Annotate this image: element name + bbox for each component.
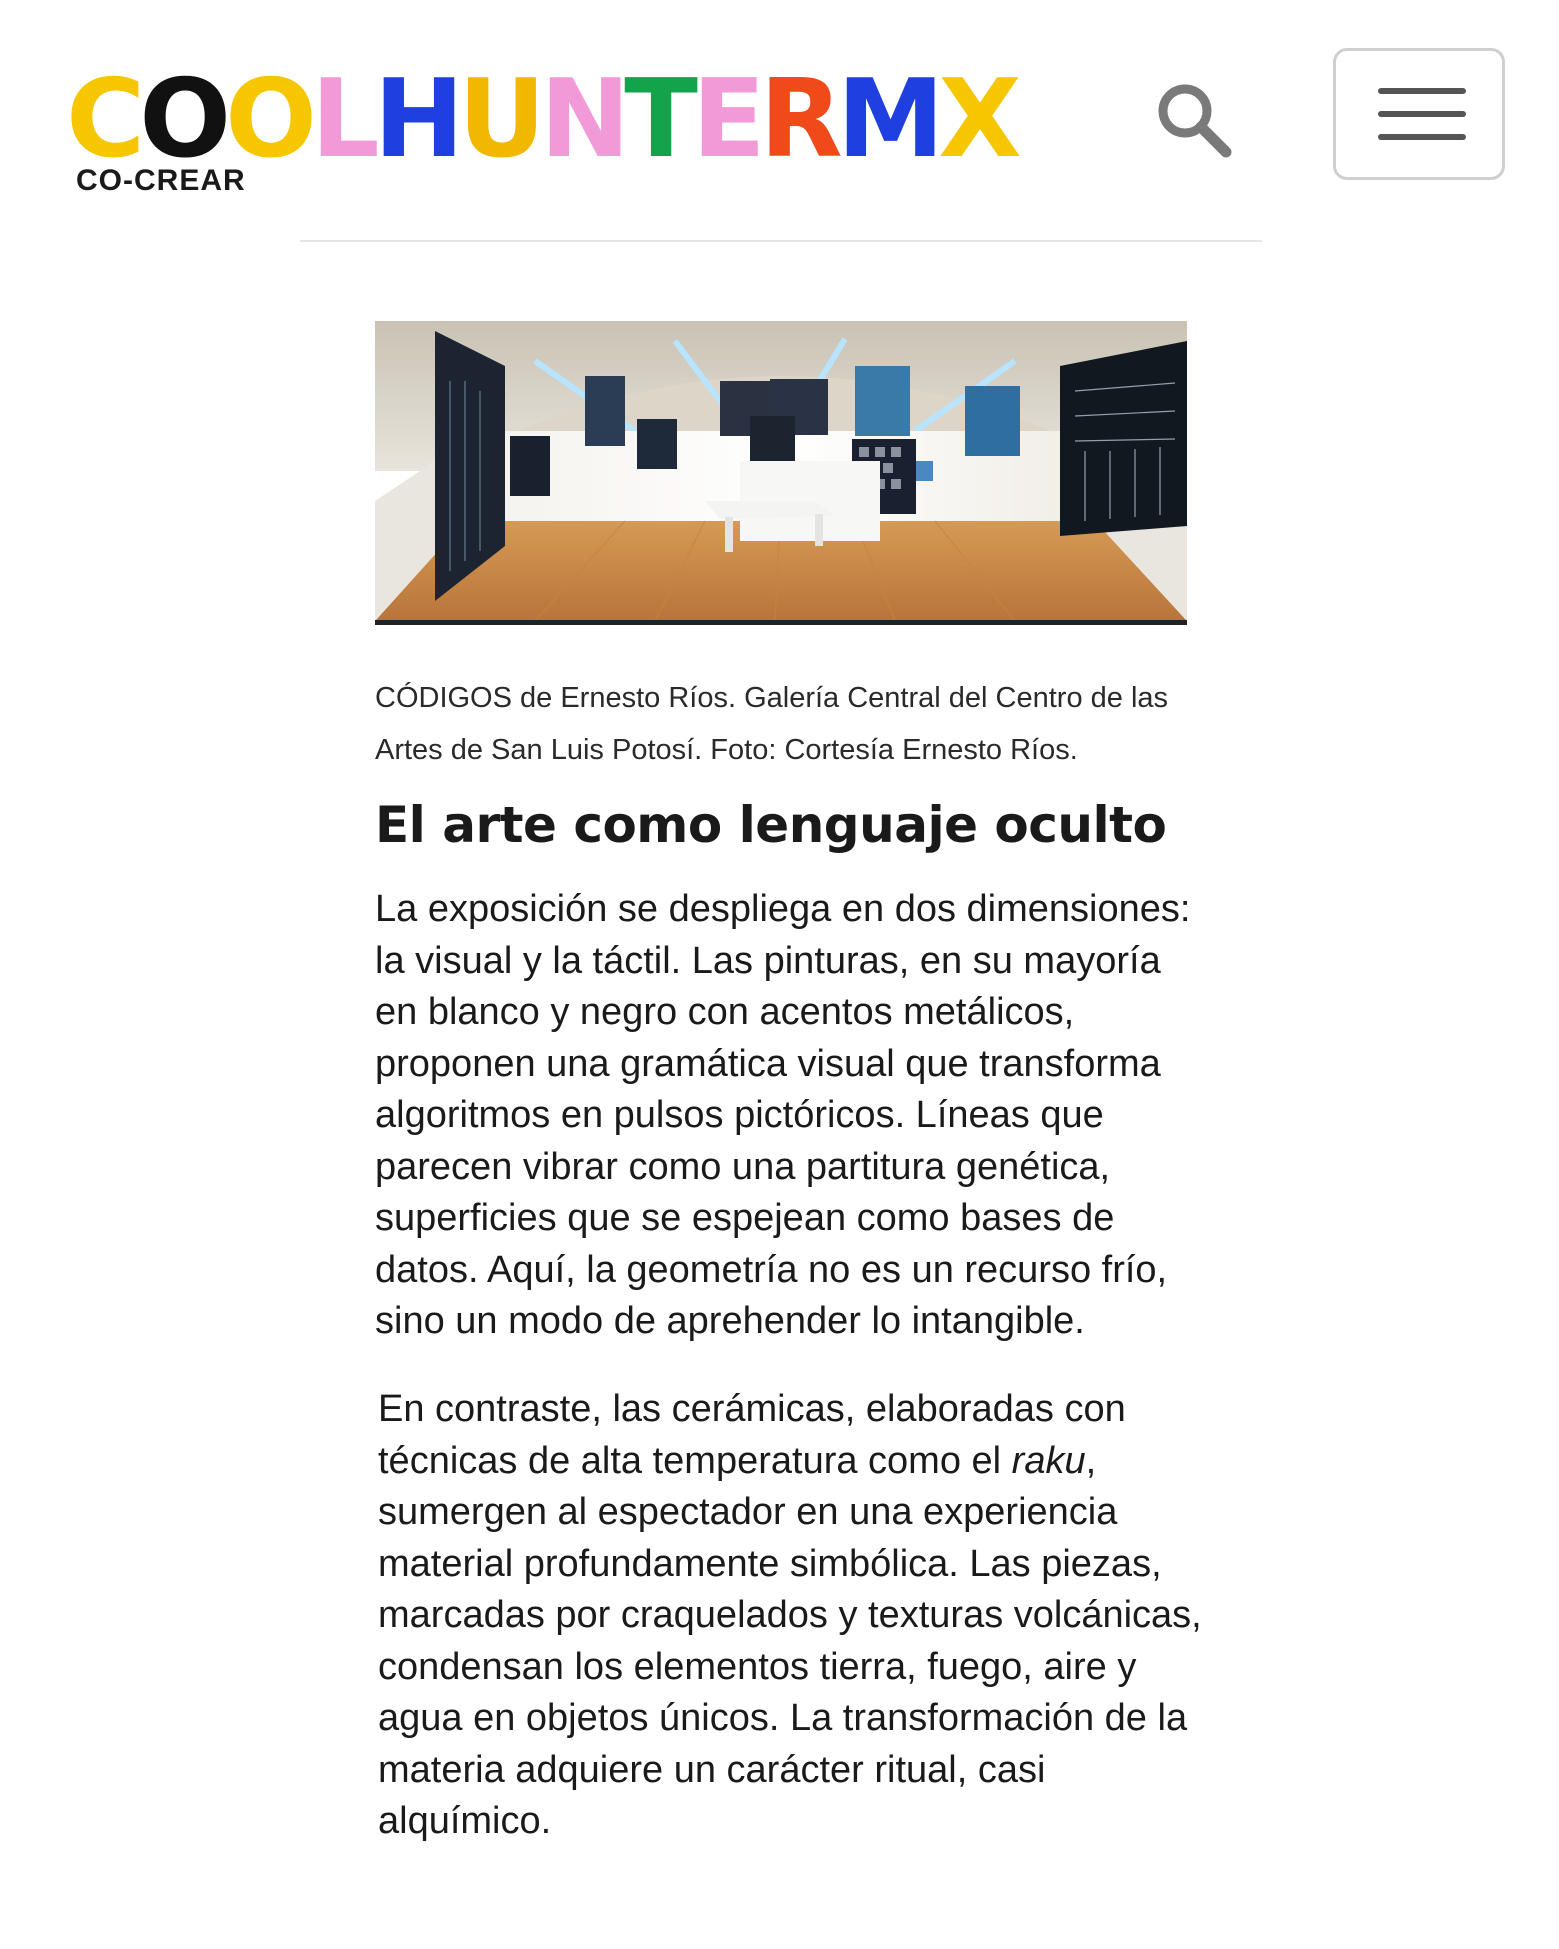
site-logo[interactable] [66, 57, 1016, 206]
paragraph-line: la visual y la táctil. Las pinturas, en su mayoría [375, 939, 1161, 982]
logo-letter: H [373, 57, 459, 182]
paragraph-line: datos. Aquí, la geometría no es un recurso frío, [375, 1248, 1168, 1291]
search-button[interactable] [1150, 76, 1240, 166]
paragraph-1 [375, 884, 1195, 1348]
paragraph-line: parecen vibrar como una partitura genética, [375, 1145, 1111, 1188]
header-divider [300, 240, 1262, 242]
logo-letter: M [836, 57, 939, 182]
paragraph-line: marcadas por craquelados y texturas volcánicas, [378, 1594, 1202, 1636]
logo-letter: O [225, 57, 311, 182]
logo-letter: L [310, 57, 374, 182]
image-bottom-rule [375, 620, 1187, 625]
image-caption [375, 672, 1195, 776]
paragraph-line: material profundamente simbólica. Las piezas, [378, 1542, 1162, 1585]
paragraph-line: sumergen al espectador en una experiencia [378, 1491, 1118, 1533]
paragraph-line: algoritmos en pulsos pictóricos. Líneas que [375, 1094, 1104, 1136]
caption-line: Artes de San Luis Potosí. Foto: Cortesía Ernesto Ríos. [375, 734, 1078, 766]
paragraph-2 [378, 1384, 1202, 1848]
section-title: El arte como lenguaje oculto [375, 796, 1167, 854]
logo-letter: X [938, 57, 1016, 182]
logo-letter: U [458, 57, 540, 182]
paragraph-text: técnicas de alta temperatura como el [378, 1439, 1012, 1482]
logo-letter: T [624, 57, 692, 182]
paragraph-line: proponen una gramática visual que transforma [375, 1042, 1161, 1085]
paragraph-line: sino un modo de aprehender lo intangible. [375, 1300, 1085, 1342]
logo-letter: R [759, 57, 837, 182]
italic-term-raku: raku [1011, 1439, 1086, 1482]
paragraph-line [378, 1436, 1198, 1488]
logo-letter: E [691, 57, 760, 182]
paragraph-line: agua en objetos únicos. La transformación de la [378, 1697, 1188, 1739]
caption-line: CÓDIGOS de Ernesto Ríos. Galería Central del Centro de las [375, 682, 1169, 714]
paragraph-line: alquímico. [378, 1800, 552, 1842]
logo-letter: C [66, 57, 140, 182]
paragraph-line: En contraste, las cerámicas, elaboradas con [378, 1388, 1126, 1430]
search-icon [1150, 76, 1240, 166]
paragraph-line: superficies que se espejean como bases de [375, 1197, 1115, 1239]
paragraph-text: , [1085, 1439, 1097, 1482]
site-header [0, 0, 1559, 240]
menu-button[interactable] [1333, 48, 1505, 180]
paragraph-line: condensan los elementos tierra, fuego, aire y [378, 1645, 1137, 1688]
logo-letter: N [539, 57, 625, 182]
gallery-panorama-image [375, 321, 1187, 625]
logo-tagline: CO-CREAR [76, 164, 246, 197]
paragraph-line: en blanco y negro con acentos metálicos, [375, 991, 1075, 1033]
logo-letter: O [139, 57, 226, 182]
article-image [375, 321, 1187, 625]
paragraph-line: materia adquiere un carácter ritual, casi [378, 1748, 1046, 1791]
paragraph-line: La exposición se despliega en dos dimensiones: [375, 888, 1191, 930]
